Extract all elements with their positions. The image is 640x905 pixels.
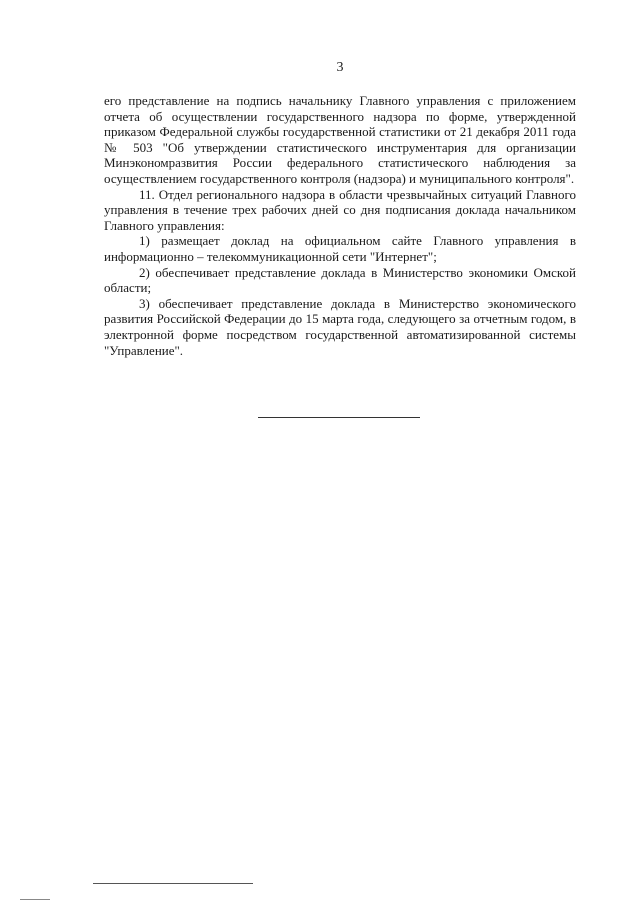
end-of-text-divider xyxy=(258,417,420,418)
paragraph-subitem-1: 1) размещает доклад на официальном сайте Главного управления в информационно – телекоммуникационной сети "Интернет"; xyxy=(104,233,576,264)
footer-rule xyxy=(93,883,253,884)
paragraph-item-11: 11. Отдел регионального надзора в области чрезвычайных ситуаций Главного управления в течение трех рабочих дней со дня подписания доклада начальником Главного управления: xyxy=(104,186,576,233)
paragraph-subitem-2: 2) обеспечивает представление доклада в Министерство экономики Омской области; xyxy=(104,264,576,296)
paragraph-continuation: его представление на подпись начальнику Главного управления с приложением отчета об осуществлении государственного надзора по форме, утвержденной приказом Федеральной службы государственной статистики от 21 декабря 2011 года № 503 "Об утверждении статистического инструментария для организации Минэкономразвития России федерального статистического наблюдения за осуществлением государственного контроля (надзора) и муниципального контроля". xyxy=(104,93,576,186)
footer-mark xyxy=(20,899,50,900)
page-number: 3 xyxy=(336,60,344,75)
paragraph-subitem-3: 3) обеспечивает представление доклада в Министерство экономического развития Российской Федерации до 15 марта года, следующего за отчетным годом, в электронной форме посредством государственной автоматизированной системы "Управление". xyxy=(104,295,576,358)
document-body xyxy=(104,93,576,358)
